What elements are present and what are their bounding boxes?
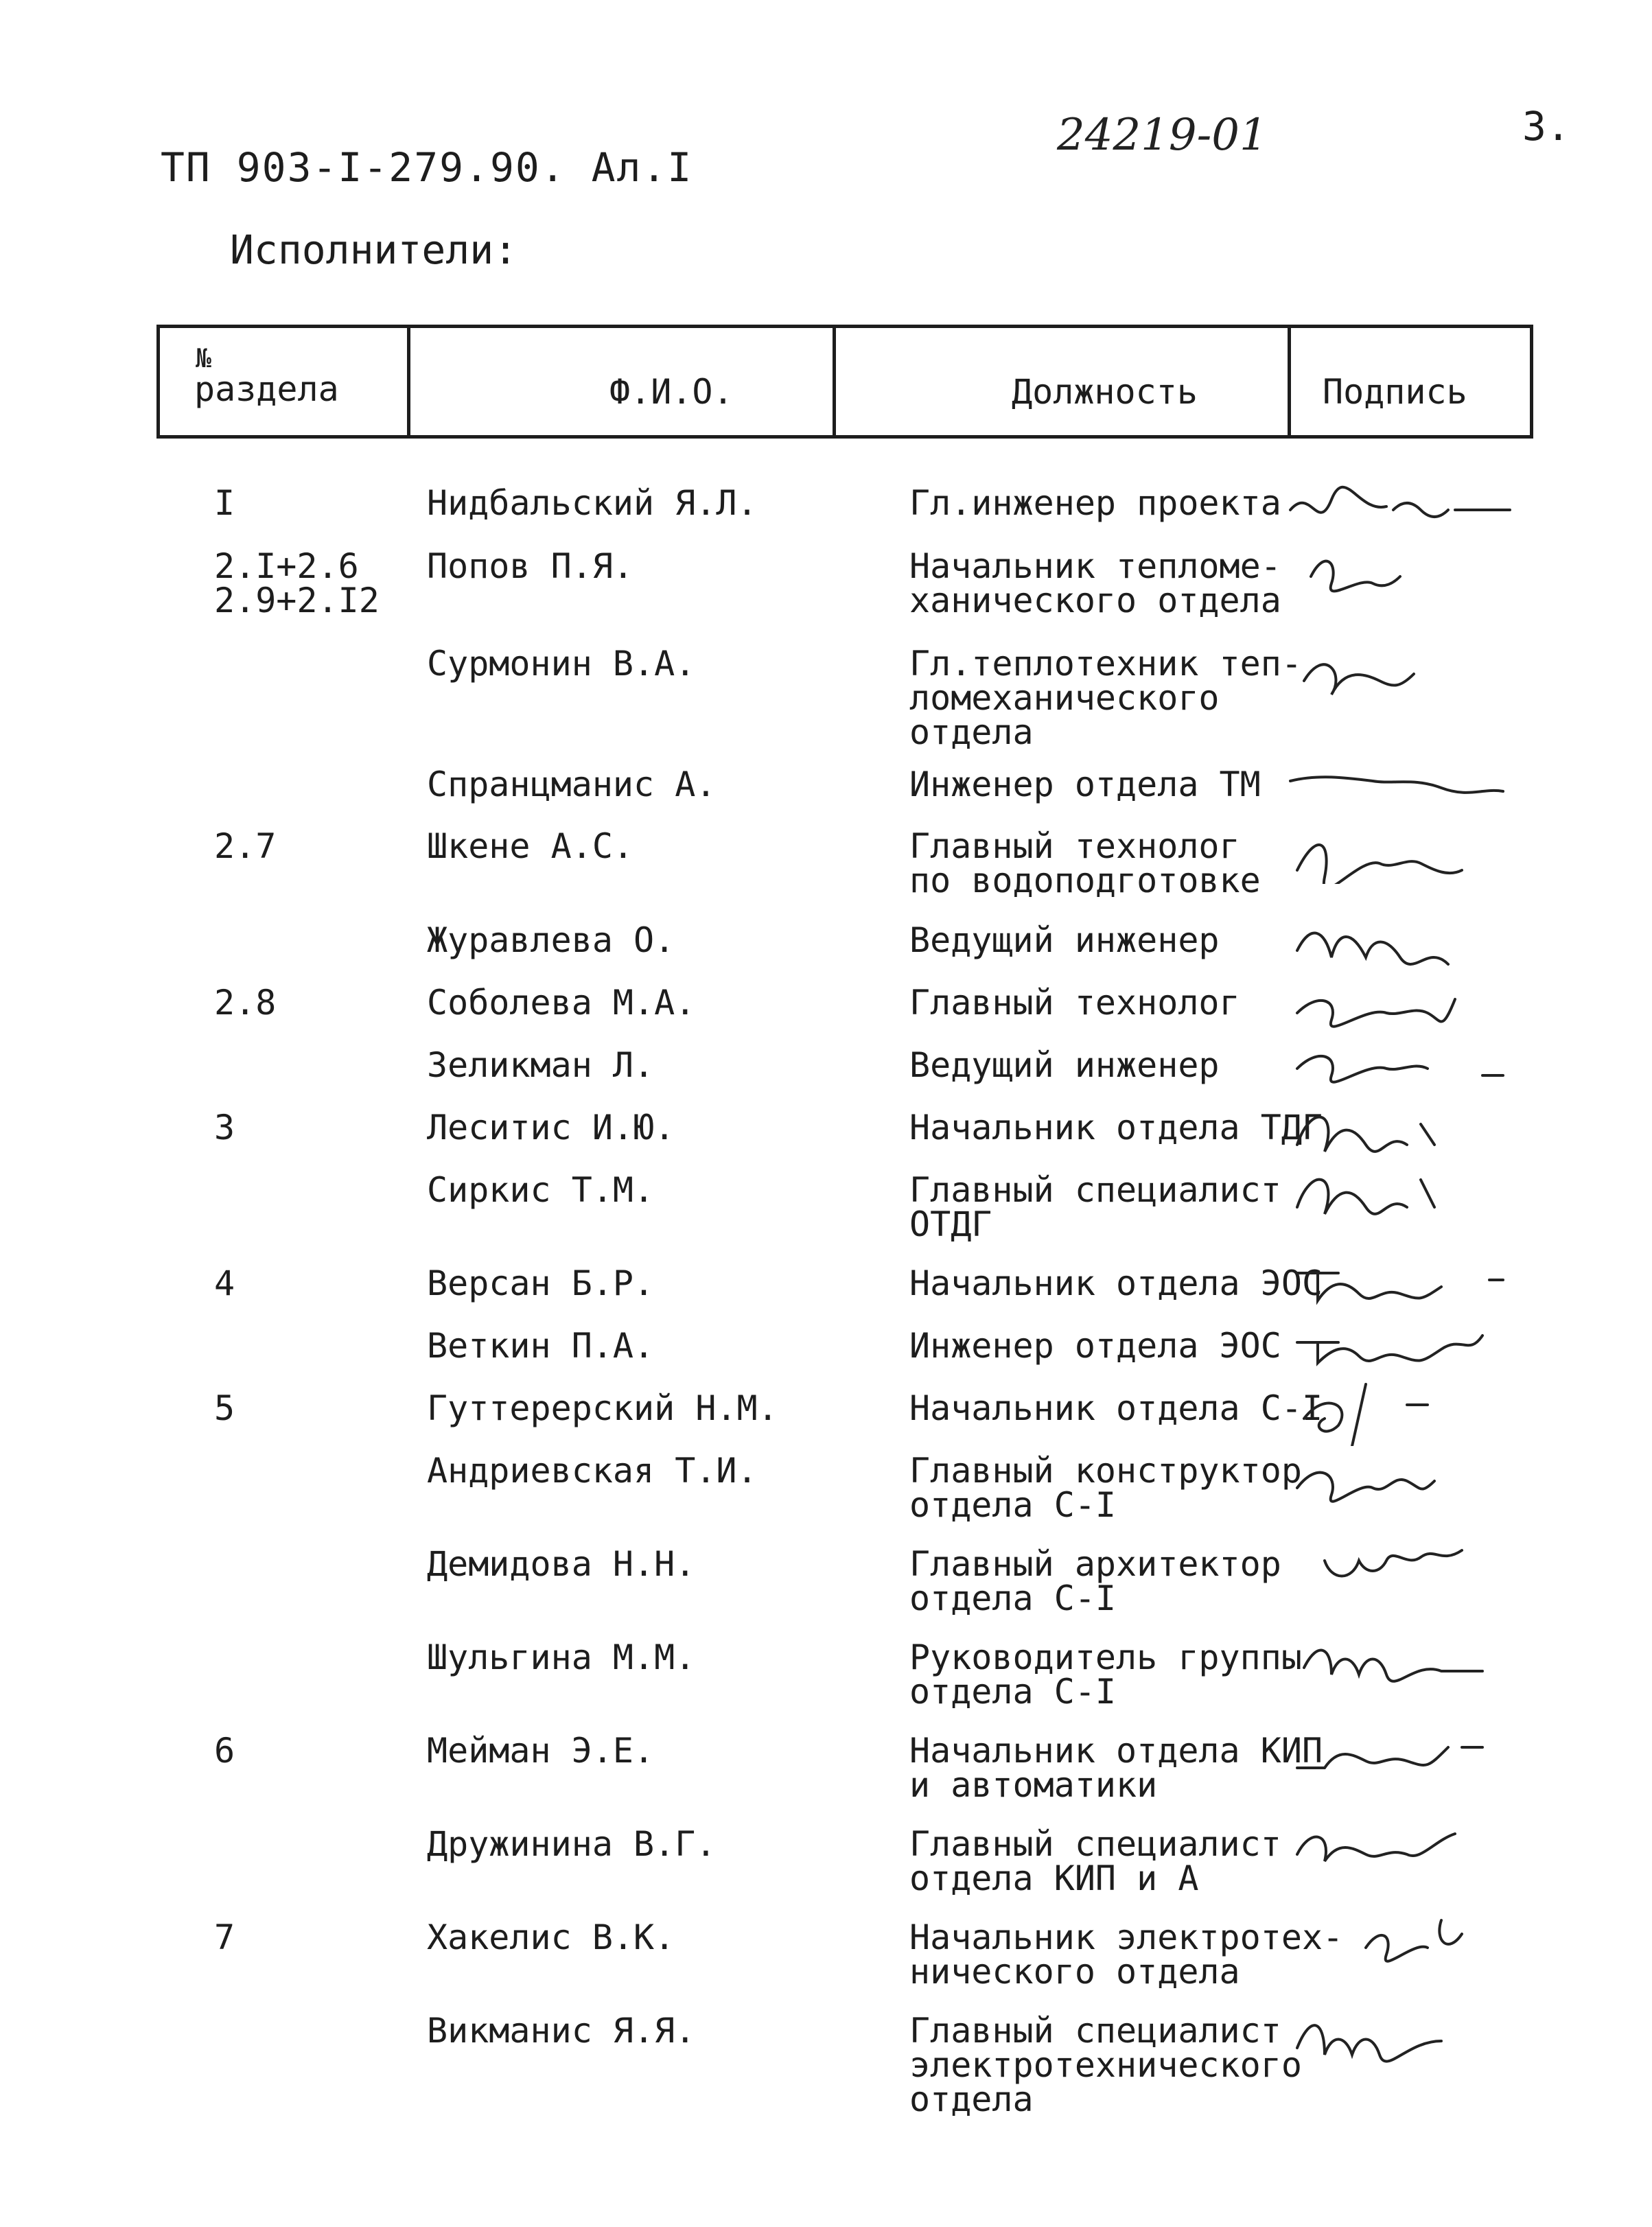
row-position: Главный архитектор отдела С-I: [909, 1544, 1281, 1618]
row-position: Главный конструктор отдела С-I: [909, 1451, 1302, 1525]
row-position: Руководитель группы отдела С-I: [909, 1637, 1302, 1712]
signature-mark: [1283, 1034, 1531, 1103]
row-name: Сиркис Т.М.: [427, 1170, 655, 1210]
row-position: Главный специалист электротехнического отдела: [909, 2011, 1302, 2119]
row-name: Сурмонин В.А.: [427, 644, 696, 684]
signature-mark: [1283, 1720, 1531, 1788]
signature-mark: [1283, 472, 1531, 541]
row-name: Соболева М.А.: [427, 983, 696, 1023]
header-position-cell: [833, 328, 1288, 435]
performers-label: Исполнители:: [230, 226, 518, 273]
header-name-cell: [407, 328, 833, 435]
row-position: Начальник электротех- нического отдела: [909, 1917, 1344, 1992]
signature-mark: [1283, 909, 1531, 978]
row-name: Гуттерерский Н.М.: [427, 1388, 778, 1428]
row-name: Версан Б.Р.: [427, 1263, 655, 1303]
row-name: Викманис Я.Я.: [427, 2011, 696, 2051]
row-name: Хакелис В.К.: [427, 1917, 675, 1957]
table-header: [156, 325, 1533, 439]
row-position: Начальник отдела С-I: [909, 1388, 1323, 1428]
signature-mark: [1283, 1907, 1531, 1975]
row-name: Попов П.Я.: [427, 546, 634, 586]
signature-mark: [1283, 1626, 1531, 1695]
signature-mark: [1283, 535, 1531, 604]
signature-mark: [1283, 1252, 1531, 1321]
row-name: Шкене А.С.: [427, 826, 634, 866]
header-signature-cell: [1288, 328, 1530, 435]
signature-mark: [1283, 1377, 1531, 1446]
row-name: Леситис И.Ю.: [427, 1108, 675, 1147]
row-name: Журавлева О.: [427, 920, 675, 960]
signature-mark: [1283, 633, 1531, 701]
row-position: Начальник отдела ЭОС: [909, 1263, 1323, 1303]
header-section: раздела: [194, 369, 339, 409]
row-position: Гл.инженер проекта: [909, 483, 1281, 523]
row-section: 7: [214, 1917, 235, 1957]
row-section: 2.7: [214, 826, 277, 866]
row-section: 6: [214, 1731, 235, 1771]
signature-mark: [1283, 1159, 1531, 1228]
row-name: Демидова Н.Н.: [427, 1544, 696, 1584]
row-name: Нидбальский Я.Л.: [427, 483, 758, 523]
row-name: Зеликман Л.: [427, 1045, 655, 1085]
row-position: Начальник тепломе- ханического отдела: [909, 546, 1281, 620]
row-name: Спранцманис А.: [427, 765, 717, 804]
row-section: I: [214, 483, 235, 523]
signature-mark: [1283, 815, 1531, 884]
row-position: Инженер отдела ЭОС: [909, 1326, 1281, 1366]
row-position: Главный специалист отдела КИП и А: [909, 1824, 1281, 1898]
row-position: Ведущий инженер: [909, 1045, 1220, 1085]
row-position: Инженер отдела ТМ: [909, 765, 1261, 804]
header-signature: Подпись: [1323, 372, 1467, 412]
row-position: Главный специалист ОТДГ: [909, 1170, 1281, 1244]
row-name: Мейман Э.Е.: [427, 1731, 655, 1771]
signature-mark: [1283, 1440, 1531, 1508]
row-name: Андриевская Т.И.: [427, 1451, 758, 1491]
row-name: Веткин П.А.: [427, 1326, 655, 1366]
header-section-cell: [160, 328, 407, 435]
row-position: Начальник отдела ТДГ: [909, 1108, 1323, 1147]
header-position: Должность: [1012, 372, 1198, 412]
row-section: 4: [214, 1263, 235, 1303]
signature-mark: [1283, 1813, 1531, 1882]
signature-mark: [1283, 1533, 1531, 1602]
signature-mark: [1283, 1315, 1531, 1384]
signature-mark: [1283, 754, 1531, 822]
document-code: ТП 903-I-279.90. Ал.I: [161, 144, 693, 191]
row-name: Шульгина М.М.: [427, 1637, 696, 1677]
row-section: 5: [214, 1388, 235, 1428]
row-position: Гл.теплотехник теп- ломеханического отдела: [909, 644, 1302, 752]
row-section: 2.I+2.6 2.9+2.I2: [214, 546, 380, 620]
signature-mark: [1283, 1097, 1531, 1165]
header-name: Ф.И.О.: [609, 372, 734, 412]
row-position: Главный технолог: [909, 983, 1240, 1023]
row-position: Начальник отдела КИП и автоматики: [909, 1731, 1323, 1805]
row-section: 2.8: [214, 983, 277, 1023]
signature-mark: [1283, 972, 1531, 1040]
page-number: 3.: [1522, 103, 1570, 150]
header-number-symbol: №: [196, 343, 211, 373]
row-name: Дружинина В.Г.: [427, 1824, 717, 1864]
row-position: Главный технолог по водоподготовке: [909, 826, 1261, 900]
row-position: Ведущий инженер: [909, 920, 1220, 960]
row-section: 3: [214, 1108, 235, 1147]
signature-mark: [1283, 2000, 1531, 2068]
handwritten-number: 24219-01: [1057, 110, 1268, 161]
